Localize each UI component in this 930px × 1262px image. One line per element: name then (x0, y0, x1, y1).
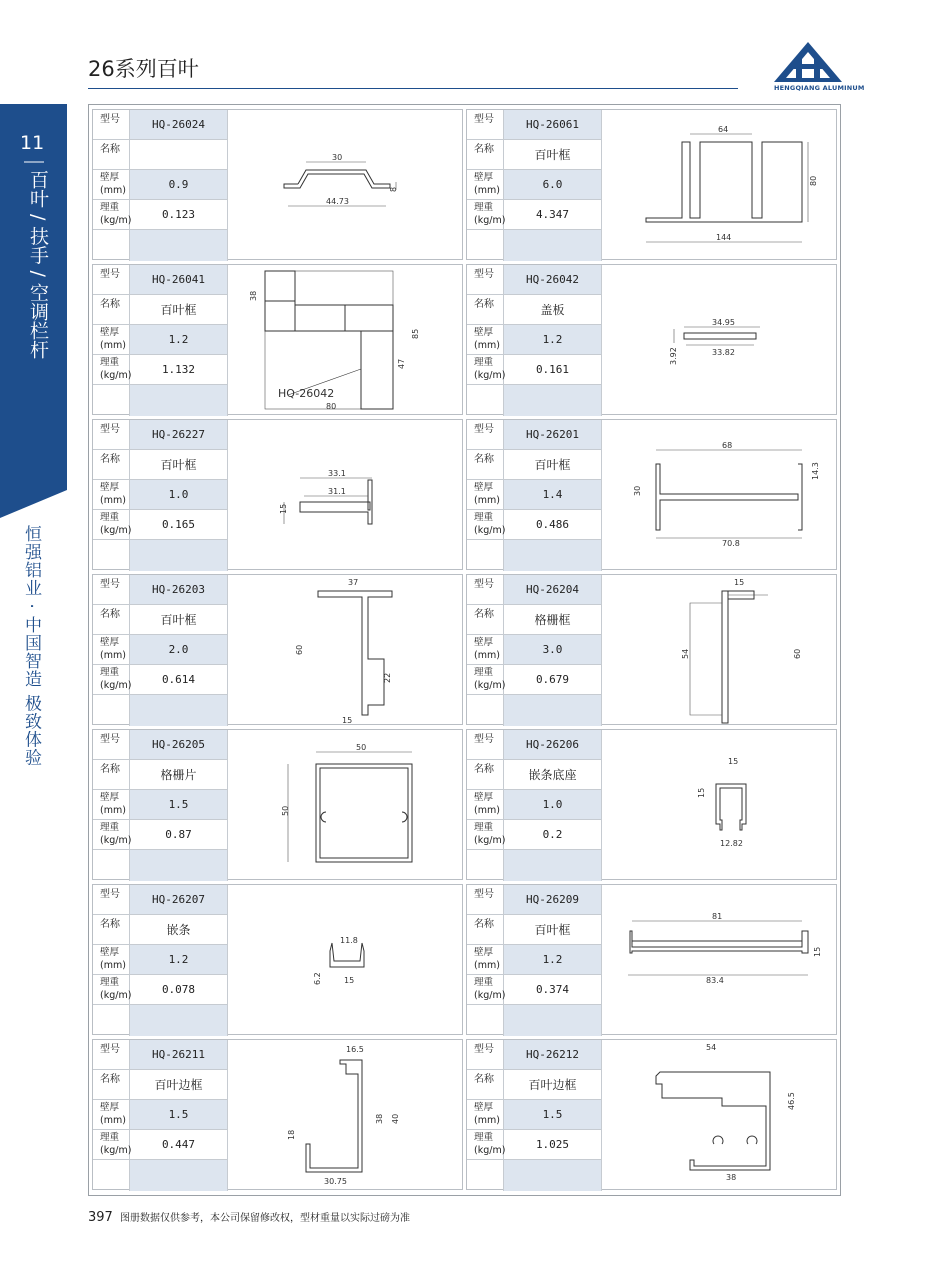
dim-label: 38 (249, 290, 258, 301)
model-value: HQ-26209 (504, 885, 602, 914)
dim-label: 15 (342, 716, 353, 724)
weight-label: 理重 (kg/m) (93, 665, 130, 694)
thickness-value: 1.0 (130, 480, 228, 509)
model-label: 型号 (93, 265, 130, 294)
thickness-value: 1.4 (504, 480, 602, 509)
profile-drawing (602, 575, 836, 724)
thickness-label: 壁厚 (mm) (93, 170, 130, 199)
thickness-label: 壁厚 (mm) (467, 945, 504, 974)
profile-drawing (228, 885, 462, 1034)
weight-value: 1.132 (130, 355, 228, 384)
dim-label: 15 (813, 946, 822, 957)
profile-spec-table (93, 110, 228, 259)
profile-card (466, 729, 837, 880)
name-value: 格栅框 (504, 605, 602, 634)
name-label: 名称 (93, 140, 130, 169)
dim-label: 16.5 (346, 1045, 364, 1054)
model-label: 型号 (467, 1040, 504, 1069)
profile-spec-table (467, 1040, 602, 1189)
profile-card (92, 1039, 463, 1190)
logo-text: HENGQIANG ALUMINUM (774, 84, 865, 92)
thickness-value: 1.2 (504, 945, 602, 974)
model-label: 型号 (467, 730, 504, 759)
model-value: HQ-26206 (504, 730, 602, 759)
model-label: 型号 (467, 265, 504, 294)
profile-card (466, 419, 837, 570)
dim-label: 3.92 (669, 347, 678, 365)
dim-label: 68 (722, 441, 733, 450)
profile-spec-table (93, 1040, 228, 1189)
model-label: 型号 (93, 885, 130, 914)
name-value: 百叶框 (130, 605, 228, 634)
thickness-value: 1.5 (130, 790, 228, 819)
page-title: 26系列百叶 (88, 57, 199, 81)
page-number: 397 (88, 1210, 113, 1225)
model-label: 型号 (93, 1040, 130, 1069)
name-label: 名称 (93, 450, 130, 479)
weight-value: 0.2 (504, 820, 602, 849)
dim-label: 37 (348, 578, 359, 587)
dim-label: 60 (295, 644, 304, 655)
dim-label: 40 (391, 1113, 400, 1124)
profile-spec-table (467, 265, 602, 414)
thickness-label: 壁厚 (mm) (467, 170, 504, 199)
weight-value: 0.679 (504, 665, 602, 694)
weight-value: 0.447 (130, 1130, 228, 1159)
name-label: 名称 (467, 1070, 504, 1099)
dim-label: 38 (375, 1113, 384, 1124)
dim-label: 15 (279, 503, 288, 514)
weight-label: 理重 (kg/m) (93, 355, 130, 384)
profile-drawing (602, 265, 836, 414)
dim-label: 47 (397, 358, 406, 369)
thickness-value: 1.5 (130, 1100, 228, 1129)
name-value: 百叶边框 (130, 1070, 228, 1099)
profile-drawing (602, 1040, 836, 1189)
weight-label: 理重 (kg/m) (467, 665, 504, 694)
weight-label: 理重 (kg/m) (467, 975, 504, 1004)
name-label: 名称 (467, 915, 504, 944)
dim-label: 11.8 (340, 936, 358, 945)
name-value: 百叶框 (130, 450, 228, 479)
weight-value: 0.161 (504, 355, 602, 384)
weight-value: 0.078 (130, 975, 228, 1004)
thickness-value: 2.0 (130, 635, 228, 664)
profile-drawing (228, 730, 462, 879)
profile-drawing (602, 420, 836, 569)
model-label: 型号 (93, 420, 130, 449)
model-label: 型号 (467, 885, 504, 914)
weight-label: 理重 (kg/m) (93, 200, 130, 229)
model-label: 型号 (93, 110, 130, 139)
dim-label: 80 (326, 402, 337, 411)
profile-card (466, 884, 837, 1035)
dim-label: 22 (383, 672, 392, 683)
thickness-value: 1.0 (504, 790, 602, 819)
weight-value: 0.165 (130, 510, 228, 539)
model-label: 型号 (93, 730, 130, 759)
weight-label: 理重 (kg/m) (93, 510, 130, 539)
dim-label: 83.4 (706, 976, 724, 985)
dim-label: 12.82 (720, 839, 743, 848)
dim-label: 33.1 (328, 469, 346, 478)
profile-card (466, 1039, 837, 1190)
weight-value: 1.025 (504, 1130, 602, 1159)
name-value: 百叶框 (504, 915, 602, 944)
profile-card (92, 729, 463, 880)
model-value: HQ-26211 (130, 1040, 228, 1069)
name-value: 百叶框 (504, 140, 602, 169)
name-label: 名称 (93, 915, 130, 944)
profile-drawing (602, 730, 836, 879)
thickness-label: 壁厚 (mm) (93, 325, 130, 354)
weight-value: 0.614 (130, 665, 228, 694)
model-value: HQ-26205 (130, 730, 228, 759)
dim-label: 15 (344, 976, 355, 985)
name-label: 名称 (467, 450, 504, 479)
profile-spec-table (467, 575, 602, 724)
dim-label: 6.2 (313, 972, 322, 985)
profile-spec-table (467, 730, 602, 879)
profile-card (466, 264, 837, 415)
dim-label: 80 (809, 175, 818, 186)
name-value: 盖板 (504, 295, 602, 324)
name-value: 百叶框 (504, 450, 602, 479)
thickness-label: 壁厚 (mm) (467, 790, 504, 819)
thickness-value: 1.2 (504, 325, 602, 354)
dim-label: 30 (332, 153, 343, 162)
model-value: HQ-26203 (130, 575, 228, 604)
profile-drawing (228, 110, 462, 259)
dim-label: 85 (411, 328, 420, 339)
dim-label: 70.8 (722, 539, 740, 548)
profile-card (92, 884, 463, 1035)
name-value: 嵌条 (130, 915, 228, 944)
dim-label: 46.5 (787, 1092, 796, 1110)
name-value: 嵌条底座 (504, 760, 602, 789)
section-label: 百叶 / 扶手 / 空调栏杆 (27, 170, 49, 359)
dim-label: 144 (716, 233, 732, 242)
dim-label: 50 (281, 805, 290, 816)
profile-spec-table (467, 420, 602, 569)
weight-value: 4.347 (504, 200, 602, 229)
dim-label: HQ-26042 (278, 387, 335, 400)
weight-label: 理重 (kg/m) (93, 1130, 130, 1159)
profile-card (466, 574, 837, 725)
profile-card (92, 419, 463, 570)
model-label: 型号 (467, 575, 504, 604)
thickness-label: 壁厚 (mm) (93, 635, 130, 664)
name-value: 百叶框 (130, 295, 228, 324)
weight-label: 理重 (kg/m) (467, 1130, 504, 1159)
dim-label: 30 (633, 485, 642, 496)
dim-label: 44.73 (326, 197, 349, 206)
dim-label: 15 (697, 787, 706, 798)
profile-spec-table (467, 885, 602, 1034)
dim-label: 33.82 (712, 348, 735, 357)
profile-spec-table (93, 420, 228, 569)
model-value: HQ-26201 (504, 420, 602, 449)
weight-value: 0.123 (130, 200, 228, 229)
dim-label: 14.3 (811, 462, 820, 480)
footer-note: 图册数据仅供参考，本公司保留修改权，型材重量以实际过磅为准 (120, 1213, 411, 1224)
model-value: HQ-26061 (504, 110, 602, 139)
weight-label: 理重 (kg/m) (93, 820, 130, 849)
profile-card (92, 264, 463, 415)
model-value: HQ-26042 (504, 265, 602, 294)
weight-label: 理重 (kg/m) (467, 820, 504, 849)
dim-label: 38 (726, 1173, 737, 1182)
profile-drawing (228, 575, 462, 724)
profile-drawing (228, 420, 462, 569)
dim-label: 60 (793, 648, 802, 659)
dim-label: 31.1 (328, 487, 346, 496)
model-value: HQ-26227 (130, 420, 228, 449)
name-label: 名称 (467, 140, 504, 169)
weight-label: 理重 (kg/m) (467, 510, 504, 539)
profile-card (92, 109, 463, 260)
dim-label: 54 (706, 1043, 717, 1052)
model-value: HQ-26212 (504, 1040, 602, 1069)
model-value: HQ-26204 (504, 575, 602, 604)
weight-value: 0.374 (504, 975, 602, 1004)
thickness-label: 壁厚 (mm) (467, 1100, 504, 1129)
thickness-label: 壁厚 (mm) (467, 325, 504, 354)
dim-label: 81 (712, 912, 723, 921)
weight-label: 理重 (kg/m) (467, 200, 504, 229)
name-label: 名称 (93, 605, 130, 634)
name-value (130, 140, 228, 169)
weight-label: 理重 (kg/m) (467, 355, 504, 384)
title-divider (88, 88, 738, 89)
model-label: 型号 (93, 575, 130, 604)
profile-card (466, 109, 837, 260)
thickness-value: 6.0 (504, 170, 602, 199)
thickness-label: 壁厚 (mm) (93, 790, 130, 819)
profile-drawing (228, 265, 462, 414)
profile-spec-table (467, 110, 602, 259)
brand-slogan: 恒强铝业 · 中国智造 极致体验 (21, 525, 41, 767)
profile-card (92, 574, 463, 725)
model-label: 型号 (467, 110, 504, 139)
profile-drawing (602, 885, 836, 1034)
thickness-value: 3.0 (504, 635, 602, 664)
weight-value: 0.486 (504, 510, 602, 539)
name-label: 名称 (93, 1070, 130, 1099)
thickness-label: 壁厚 (mm) (467, 635, 504, 664)
profile-spec-table (93, 265, 228, 414)
profile-drawing (602, 110, 836, 259)
model-label: 型号 (467, 420, 504, 449)
footer (88, 1209, 410, 1225)
dim-label: 54 (681, 648, 690, 659)
name-value: 百叶边框 (504, 1070, 602, 1099)
thickness-label: 壁厚 (mm) (93, 1100, 130, 1129)
profile-spec-table (93, 885, 228, 1034)
model-value: HQ-26024 (130, 110, 228, 139)
thickness-value: 1.5 (504, 1100, 602, 1129)
profile-drawing (228, 1040, 462, 1189)
weight-label: 理重 (kg/m) (93, 975, 130, 1004)
name-value: 格栅片 (130, 760, 228, 789)
dim-label: 18 (287, 1129, 296, 1140)
profile-spec-table (93, 575, 228, 724)
dim-label: 34.95 (712, 318, 735, 327)
name-label: 名称 (467, 760, 504, 789)
model-value: HQ-26207 (130, 885, 228, 914)
name-label: 名称 (93, 760, 130, 789)
dim-label: 64 (718, 125, 729, 134)
name-label: 名称 (467, 605, 504, 634)
name-label: 名称 (93, 295, 130, 324)
weight-value: 0.87 (130, 820, 228, 849)
dim-label: 30.75 (324, 1177, 347, 1186)
thickness-value: 0.9 (130, 170, 228, 199)
thickness-label: 壁厚 (mm) (467, 480, 504, 509)
dim-label: 15 (728, 757, 739, 766)
dim-label: 50 (356, 743, 367, 752)
model-value: HQ-26041 (130, 265, 228, 294)
thickness-label: 壁厚 (mm) (93, 480, 130, 509)
dim-label: 15 (734, 578, 745, 587)
dim-label: 8 (389, 186, 398, 192)
thickness-value: 1.2 (130, 325, 228, 354)
thickness-value: 1.2 (130, 945, 228, 974)
thickness-label: 壁厚 (mm) (93, 945, 130, 974)
profile-spec-table (93, 730, 228, 879)
section-number: 11 (20, 132, 45, 154)
name-label: 名称 (467, 295, 504, 324)
